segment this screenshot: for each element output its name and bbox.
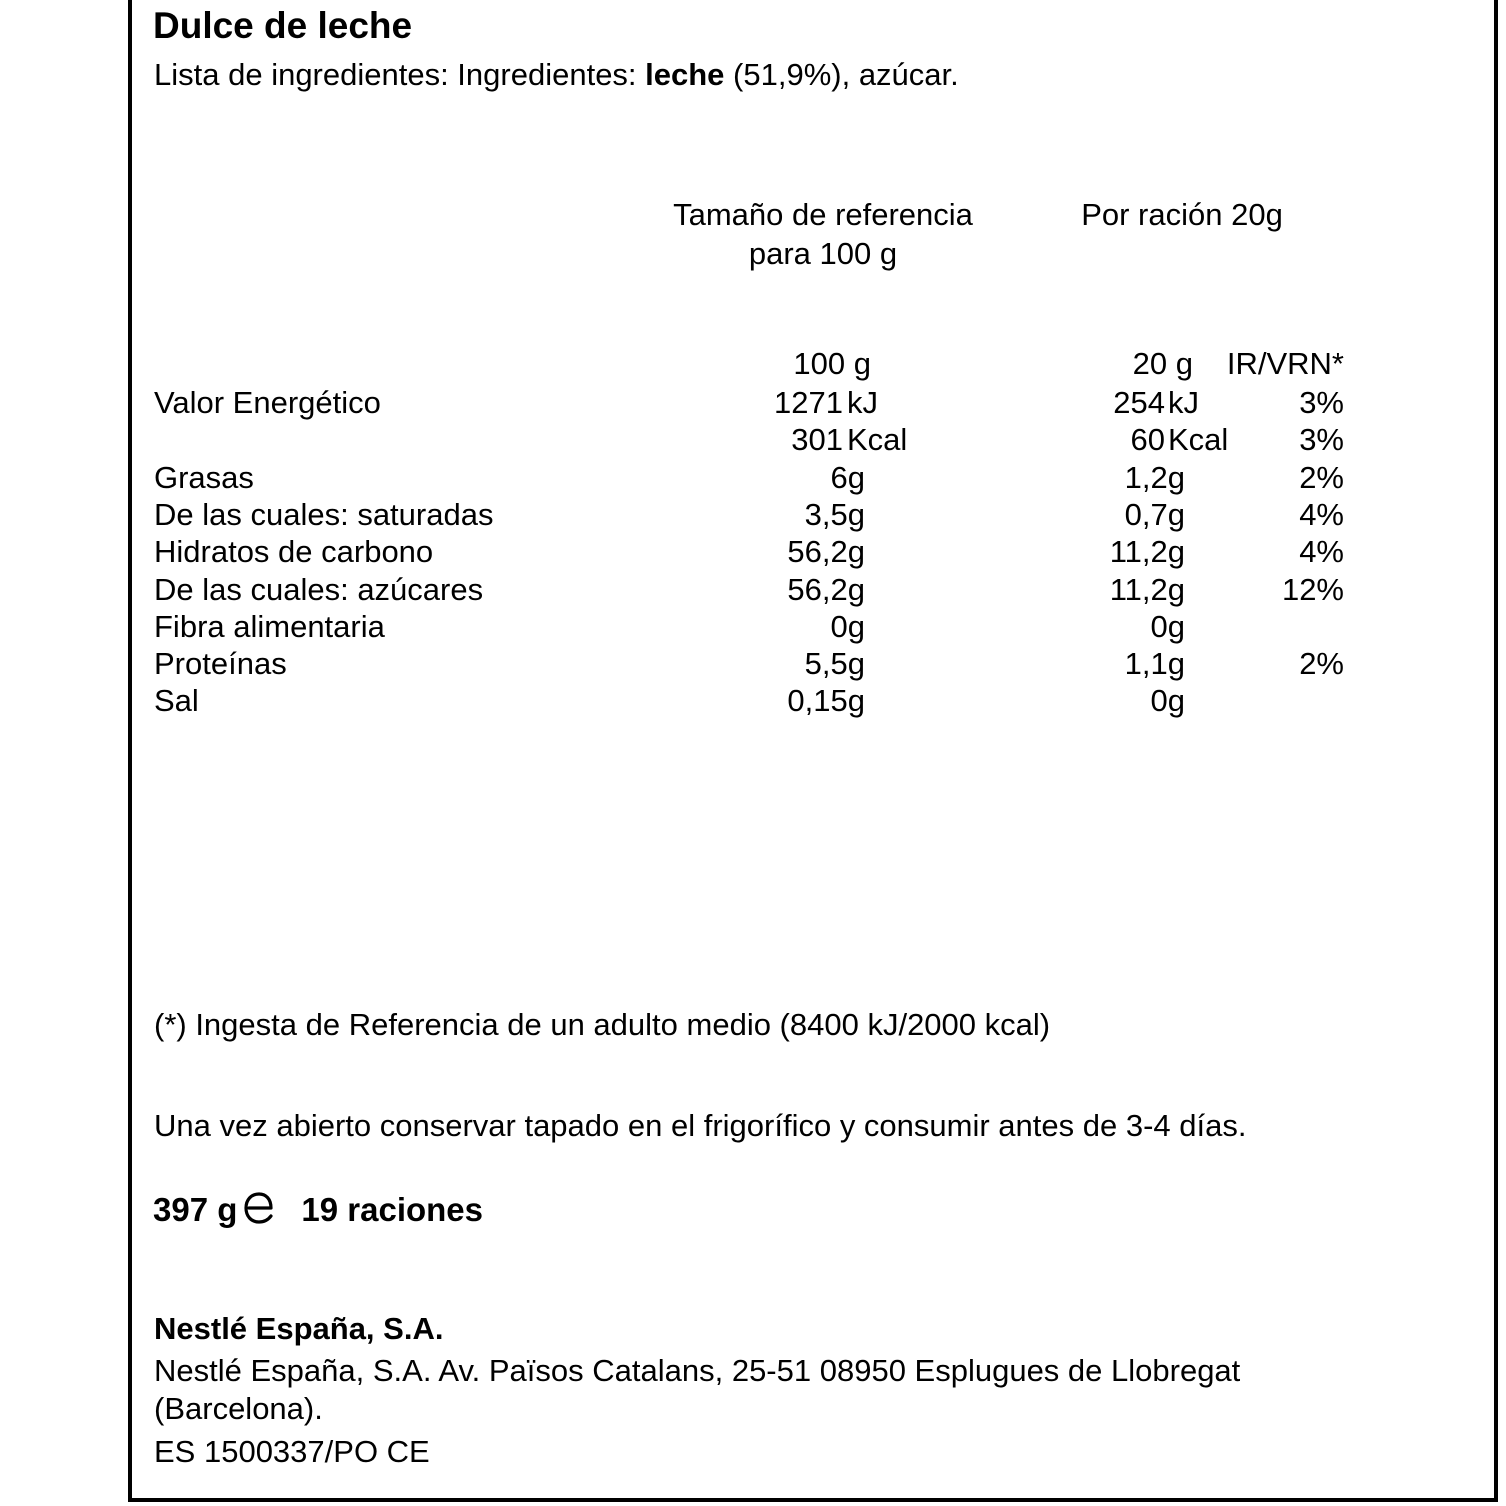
row-label: Sal [154,683,199,718]
row-value-20g: 1,2g [1124,460,1185,495]
row-value-20g: 0,7g [1124,497,1185,532]
row-value-100g: 56,2g [787,534,865,569]
header-reference-line2: para 100 g [748,236,898,271]
row-value-100g: 3,5g [804,497,865,532]
servings: 19 raciones [301,1191,484,1228]
row-ir-percent: 2% [1299,460,1344,495]
row-label: Hidratos de carbono [154,534,434,569]
row-value-100g: 301 [791,422,843,457]
footnote: (*) Ingesta de Referencia de un adulto medio (8400 kJ/2000 kcal) [154,1007,1051,1042]
row-unit-20g: Kcal [1168,422,1229,457]
row-label: Proteínas [154,646,287,681]
header-reference-line1: Tamaño de referencia [673,197,973,232]
row-value-20g: 11,2g [1109,534,1185,569]
row-value-20g: 0g [1150,609,1185,644]
col-header-20g: 20 g [1132,346,1193,381]
estimated-sign-icon [243,1190,275,1226]
header-portion: Por ración 20g [1081,197,1283,232]
company-address-line2: (Barcelona). [154,1391,323,1426]
row-value-100g: 1271 [774,385,843,420]
company-name: Nestlé España, S.A. [154,1311,444,1346]
ingredients-suffix: (51,9%), azúcar. [724,57,959,92]
row-value-20g: 254 [1113,385,1165,420]
row-ir-percent: 4% [1299,534,1344,569]
row-value-20g: 60 [1130,422,1165,457]
col-header-ir: IR/VRN* [1226,346,1344,381]
row-label: Valor Energético [154,385,381,420]
row-label: Fibra alimentaria [154,609,385,644]
row-label: De las cuales: saturadas [154,497,494,532]
row-value-100g: 6g [830,460,865,495]
row-label: Grasas [154,460,254,495]
row-value-20g: 0g [1150,683,1185,718]
row-ir-percent: 2% [1299,646,1344,681]
ingredients-bold: leche [645,57,725,92]
net-quantity [153,1190,483,1230]
row-ir-percent: 3% [1299,385,1344,420]
row-value-20g: 1,1g [1124,646,1185,681]
storage-instructions: Una vez abierto conservar tapado en el frigorífico y consumir antes de 3-4 días. [154,1108,1247,1143]
row-ir-percent: 3% [1299,422,1344,457]
ingredients-list [154,56,959,93]
row-unit-100g: kJ [847,385,878,420]
row-unit-100g: Kcal [847,422,908,457]
registry-number: ES 1500337/PO CE [154,1434,430,1469]
row-label: De las cuales: azúcares [154,572,484,607]
row-ir-percent: 4% [1299,497,1344,532]
row-value-100g: 0,15g [787,683,865,718]
col-header-100g: 100 g [793,346,871,381]
ingredients-prefix: Lista de ingredientes: Ingredientes: [154,57,646,92]
row-value-100g: 5,5g [804,646,865,681]
row-ir-percent: 12% [1281,572,1344,607]
net-weight: 397 g [153,1191,238,1228]
row-value-100g: 0g [830,609,865,644]
row-value-100g: 56,2g [787,572,865,607]
row-unit-20g: kJ [1168,385,1199,420]
product-title: Dulce de leche [153,5,413,46]
company-address-line1: Nestlé España, S.A. Av. Països Catalans, 25-51 08950 Esplugues de Llobregat [154,1353,1241,1388]
row-value-20g: 11,2g [1109,572,1185,607]
